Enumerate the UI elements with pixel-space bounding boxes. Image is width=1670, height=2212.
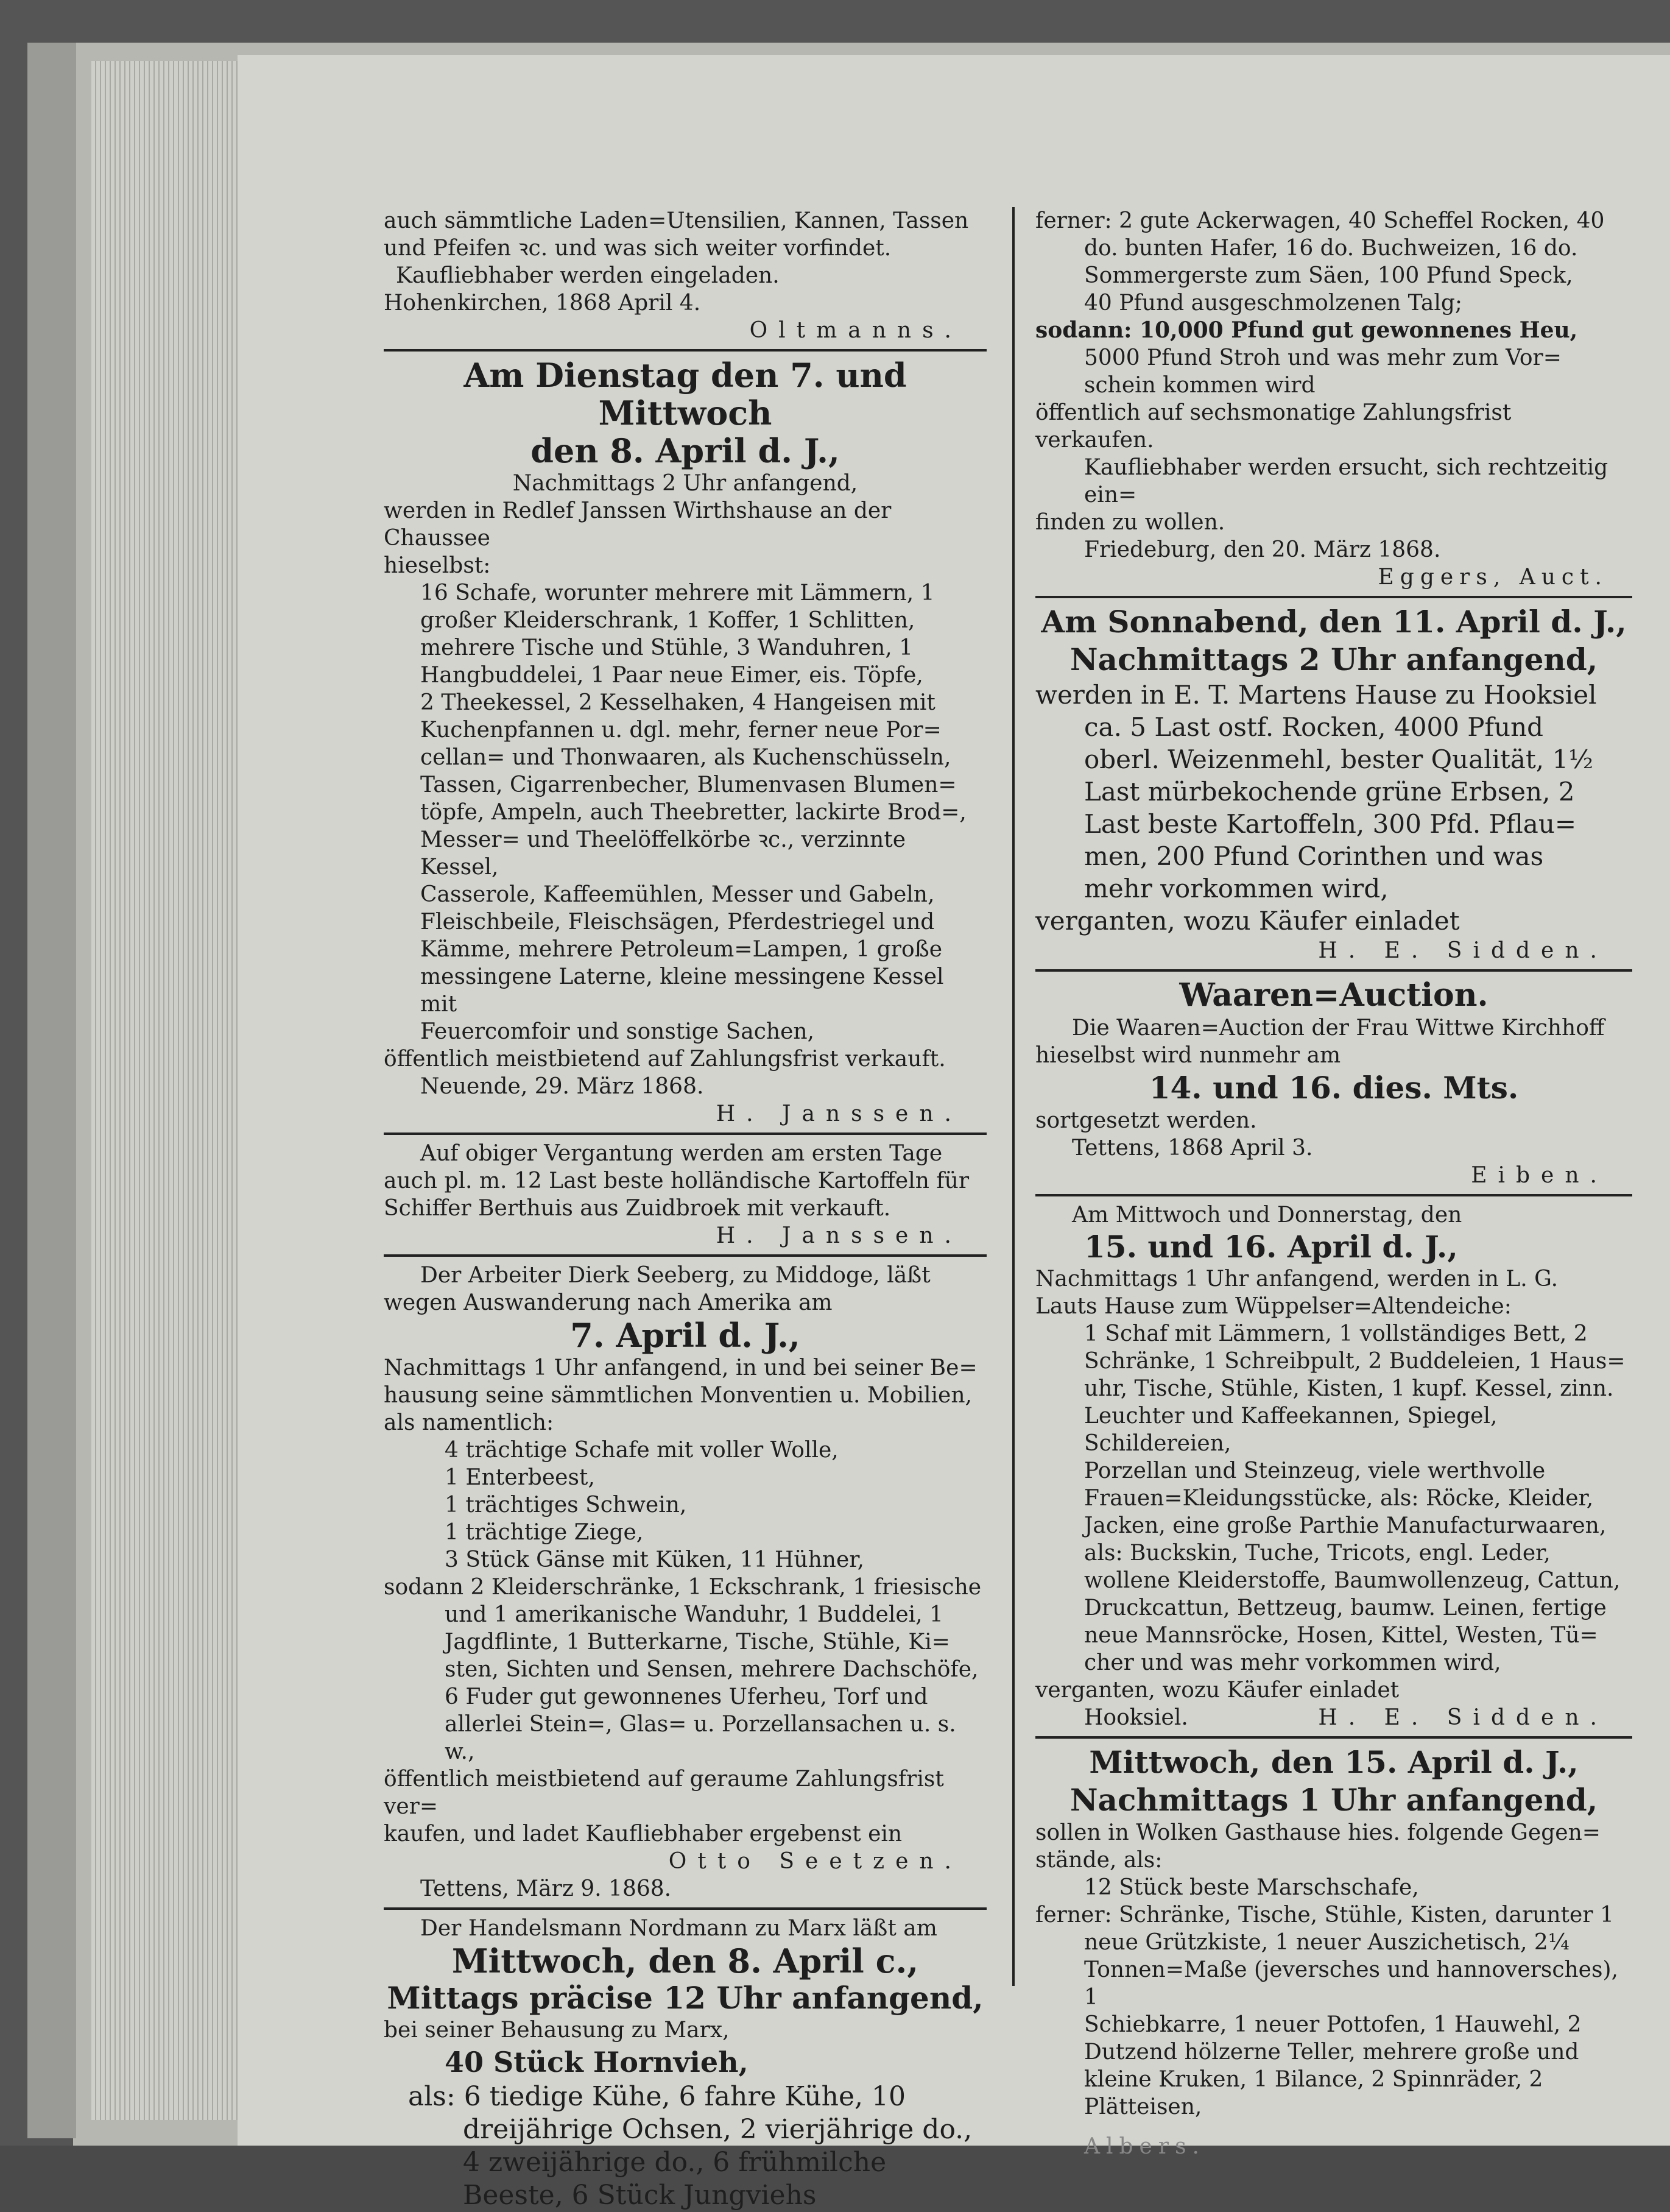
text-line: Leuchter und Kaffeekannen, Spiegel, Schildereien,	[1084, 1404, 1498, 1456]
signature: H. E. Sidden.	[1318, 938, 1608, 963]
text-line: Last mürbekochende grüne Erbsen, 2	[1084, 777, 1575, 807]
text-line: öffentlich meistbietend auf Zahlungsfrist verkauft.	[384, 1047, 946, 1072]
text-line: wegen Auswanderung nach Amerika am	[384, 1290, 833, 1315]
text-line: Nachmittags 1 Uhr anfangend, in und bei seiner Be=	[384, 1355, 978, 1380]
text-line: 6 Fuder gut gewonnenes Uferheu, Torf und	[445, 1684, 928, 1709]
list-item: 4 trächtige Schafe mit voller Wolle,	[445, 1438, 839, 1463]
text-line: 1 Schaf mit Lämmern, 1 vollständiges Bett, 2	[1084, 1321, 1588, 1346]
divider	[1035, 969, 1632, 972]
text-line: großer Kleiderschrank, 1 Koffer, 1 Schlitten,	[420, 608, 915, 633]
text-line: messingene Laterne, kleine messingene Kessel mit	[420, 964, 944, 1017]
text-line: do. bunten Hafer, 16 do. Buchweizen, 16 do.	[1084, 236, 1578, 261]
text-line: Schränke, 1 Schreibpult, 2 Buddeleien, 1 Haus=	[1084, 1349, 1626, 1374]
text-line: Der Handelsmann Nordmann zu Marx läßt am	[420, 1916, 937, 1941]
text-line: hieselbst wird nunmehr am	[1035, 1043, 1341, 1068]
text-line: uhr, Tische, Stühle, Kisten, 1 kupf. Kessel, zinn.	[1084, 1376, 1614, 1401]
list-item: 3 Stück Gänse mit Küken, 11 Hühner,	[445, 1547, 864, 1572]
page-stack-edges	[91, 61, 250, 2120]
text-line: Fleischbeile, Fleischsägen, Pferdestriegel und	[420, 910, 935, 935]
text-line: hausung seine sämmtlichen Monventien u. Mobilien,	[384, 1383, 972, 1408]
text-line: Kuchenpfannen u. dgl. mehr, ferner neue Por=	[420, 718, 942, 743]
divider	[384, 1254, 987, 1257]
text-line: als: 6 tiedige Kühe, 6 fahre Kühe, 10	[408, 2081, 906, 2112]
text-line: 16 Schafe, worunter mehrere mit Lämmern, 1	[420, 581, 935, 606]
divider	[1035, 1736, 1632, 1739]
text-line: 5000 Pfund Stroh und was mehr zum Vor=	[1084, 345, 1562, 370]
text-line: ca. 5 Last ostf. Rocken, 4000 Pfund	[1084, 712, 1544, 742]
ad-headline: Am Sonnabend, den 11. April d. J.,	[1041, 604, 1627, 640]
text-line: dreijährige Ochsen, 2 vierjährige do.,	[463, 2114, 973, 2145]
text-line: Schiffer Berthuis aus Zuidbroek mit verkauft.	[384, 1196, 891, 1221]
text-line: verganten, wozu Käufer einladet	[1035, 1678, 1400, 1703]
ad-kartoffeln	[384, 1140, 987, 1249]
ad-headline: 14. und 16. dies. Mts.	[1149, 1070, 1519, 1106]
column-divider	[1012, 207, 1015, 1986]
ad-headline: Nachmittags 2 Uhr anfangend,	[1069, 641, 1598, 677]
signature: H. E. Sidden.	[1318, 1705, 1608, 1730]
text-line: oberl. Weizenmehl, bester Qualität, 1½	[1084, 744, 1593, 774]
divider	[1035, 596, 1632, 598]
text-line: Druckcattun, Bettzeug, baumw. Leinen, fertige	[1084, 1595, 1607, 1620]
text-line: und Pfeifen ꝛc. und was sich weiter vorfindet.	[384, 236, 892, 261]
text-line: Frauen=Kleidungsstücke, als: Röcke, Kleider,	[1084, 1486, 1594, 1511]
text-line: mehrere Tische und Stühle, 3 Wanduhren, 1	[420, 635, 914, 660]
text-line: werden in Redlef Janssen Wirthshause an der Chaussee	[384, 498, 892, 551]
text-line: Auf obiger Vergantung werden am ersten Tage	[420, 1141, 943, 1166]
text-line: wollene Kleiderstoffe, Baumwollenzeug, Cattun,	[1084, 1568, 1621, 1593]
text-line: Casserole, Kaffeemühlen, Messer und Gabeln,	[420, 882, 935, 907]
text-line: cellan= und Thonwaaren, als Kuchenschüsseln,	[420, 745, 951, 770]
ad-nordmann	[384, 1915, 987, 2212]
faded-signature: Albers.	[1084, 2134, 1205, 2159]
signature-row	[1035, 1704, 1632, 1731]
text-line: Jacken, eine große Parthie Manufacturwaaren,	[1084, 1513, 1607, 1538]
text-line: Am Mittwoch und Donnerstag, den	[1072, 1203, 1462, 1228]
text-line: Schiebkarre, 1 neuer Pottofen, 1 Hauwehl, 2	[1084, 2012, 1582, 2037]
text-line: Last beste Kartoffeln, 300 Pfd. Pflau=	[1084, 809, 1577, 839]
text-line: Plätteisen,	[1084, 2094, 1202, 2119]
ad-headline: 40 Stück Hornvieh,	[445, 2046, 749, 2079]
text-line: men, 200 Pfund Corinthen und was	[1084, 841, 1544, 871]
signature: H. Janssen.	[716, 1223, 962, 1248]
text-line: öffentlich meistbietend auf geraume Zahlungsfrist ver=	[384, 1767, 944, 1819]
place-date: Tettens, 1868 April 3.	[1072, 1136, 1313, 1161]
text-line: verganten, wozu Käufer einladet	[1035, 906, 1460, 936]
text-line: Lauts Hause zum Wüppelser=Altendeiche:	[1035, 1294, 1512, 1319]
text-line: kaufen, und ladet Kaufliebhaber ergebenst ein	[384, 1822, 903, 1846]
text-line: und 1 amerikanische Wanduhr, 1 Buddelei, 1	[445, 1602, 943, 1627]
right-column	[1035, 207, 1632, 2160]
text-line: ferner: Schränke, Tische, Stühle, Kisten, darunter 1	[1035, 1903, 1614, 1928]
ad-headline: Am Dienstag den 7. und Mittwoch	[463, 356, 907, 433]
list-item: 1 trächtiges Schwein,	[445, 1493, 687, 1518]
text-line: schein kommen wird	[1084, 373, 1316, 398]
text-line: Hangbuddelei, 1 Paar neue Eimer, eis. Töpfe,	[420, 663, 923, 688]
text-line: Hohenkirchen, 1868 April 4.	[384, 291, 701, 316]
text-line: sollen in Wolken Gasthause hies. folgende Gegen=	[1035, 1820, 1601, 1845]
ad-headline: Waaren=Auction.	[1179, 977, 1489, 1014]
signature: Otto Seetzen.	[668, 1849, 962, 1874]
right-intro	[1035, 207, 1632, 591]
signature: Eiben.	[1471, 1163, 1608, 1188]
text-line: 2 Theekessel, 2 Kesselhaken, 4 Hangeisen mit	[420, 690, 935, 715]
text-line: ferner: 2 gute Ackerwagen, 40 Scheffel Rocken, 40	[1035, 208, 1605, 233]
ad-sonnabend	[1035, 603, 1632, 964]
left-column	[384, 207, 987, 2212]
text-line: allerlei Stein=, Glas= u. Porzellansachen u. s. w.,	[445, 1712, 956, 1764]
text-line: sodann 2 Kleiderschränke, 1 Eckschrank, 1 friesische	[384, 1575, 982, 1600]
ad-headline: 15. und 16. April d. J.,	[1084, 1229, 1458, 1265]
book-spine-speckle	[27, 43, 76, 2138]
text-line: als: Buckskin, Tuche, Tricots, engl. Leder,	[1084, 1541, 1551, 1566]
text-line: öffentlich auf sechsmonatige Zahlungsfrist verkaufen.	[1035, 400, 1512, 453]
ad-seeberg	[384, 1262, 987, 1903]
place-date: Tettens, März 9. 1868.	[420, 1876, 672, 1901]
divider	[384, 349, 987, 352]
text-line: Dutzend hölzerne Teller, mehrere große und	[1084, 2040, 1579, 2065]
ad-waaren-auction	[1035, 977, 1632, 1189]
text-line: finden zu wollen.	[1035, 510, 1225, 535]
text-line: Tassen, Cigarrenbecher, Blumenvasen Blumen=	[420, 772, 957, 797]
text-line: kleine Kruken, 1 Bilance, 2 Spinnräder, 2	[1084, 2067, 1543, 2092]
text-line: Tonnen=Maße (jeversches und hannoversches), 1	[1084, 1957, 1618, 2010]
text-line: Kämme, mehrere Petroleum=Lampen, 1 große	[420, 937, 943, 962]
text-line: Kaufliebhaber werden ersucht, sich rechtzeitig ein=	[1084, 455, 1608, 507]
text-line: Die Waaren=Auction der Frau Wittwe Kirchhoff	[1072, 1016, 1605, 1041]
ad-subheadline: Nachmittags 2 Uhr anfangend,	[512, 471, 858, 496]
text-line: sodann: 10,000 Pfund gut gewonnenes Heu,	[1035, 317, 1578, 343]
ad-headline: Nachmittags 1 Uhr anfangend,	[1069, 1782, 1598, 1818]
text-line: Der Arbeiter Dierk Seeberg, zu Middoge, läßt	[420, 1263, 931, 1288]
place: Hooksiel.	[1084, 1705, 1188, 1730]
text-line: Kaufliebhaber werden eingeladen.	[396, 263, 780, 288]
text-line: als namentlich:	[384, 1410, 554, 1435]
text-line: sten, Sichten und Sensen, mehrere Dachschöfe,	[445, 1657, 979, 1682]
text-line: cher und was mehr vorkommen wird,	[1084, 1650, 1501, 1675]
ad-headline: Mittwoch, den 8. April c.,	[451, 1942, 919, 1981]
divider	[1035, 1194, 1632, 1196]
ad-wolken	[1035, 1744, 1632, 2160]
text-line: auch pl. m. 12 Last beste holländische Kartoffeln für	[384, 1168, 970, 1193]
signature: H. Janssen.	[716, 1101, 962, 1126]
text-line: werden in E. T. Martens Hause zu Hooksiel	[1035, 680, 1597, 710]
text-line: neue Mannsröcke, Hosen, Kittel, Westen, Tü=	[1084, 1623, 1598, 1648]
signature: Oltmanns.	[749, 318, 962, 343]
text-line: mehr vorkommen wird,	[1084, 874, 1389, 903]
text-line: auch sämmtliche Laden=Utensilien, Kannen, Tassen	[384, 208, 969, 233]
divider	[384, 1133, 987, 1135]
list-item: 12 Stück beste Marschschafe,	[1084, 1875, 1419, 1900]
text-line: 4 zweijährige do., 6 frühmilche	[463, 2147, 887, 2178]
place-date: Neuende, 29. März 1868.	[420, 1074, 704, 1099]
text-line: bei seiner Behausung zu Marx,	[384, 2018, 730, 2043]
ad-headline: 7. April d. J.,	[570, 1316, 800, 1355]
text-line: Jagdflinte, 1 Butterkarne, Tische, Stühle, Ki=	[445, 1630, 950, 1655]
divider	[384, 1907, 987, 1910]
ad-dienstag	[384, 356, 987, 1128]
text-line: sortgesetzt werden.	[1035, 1108, 1257, 1133]
text-line: Feuercomfoir und sonstige Sachen,	[420, 1019, 814, 1044]
text-line: töpfe, Ampeln, auch Theebretter, lackirte Brod=,	[420, 800, 967, 825]
text-line: Messer= und Theelöffelkörbe ꝛc., verzinnte Kessel,	[420, 827, 906, 880]
list-item: 1 Enterbeest,	[445, 1465, 595, 1490]
text-line: 40 Pfund ausgeschmolzenen Talg;	[1084, 291, 1463, 316]
text-line: Nachmittags 1 Uhr anfangend, werden in L. G.	[1035, 1267, 1559, 1292]
place-date: Friedeburg, den 20. März 1868.	[1084, 537, 1441, 562]
text-line: hieselbst:	[384, 553, 491, 578]
signature: Eggers, Auct.	[1378, 565, 1608, 590]
ad-headline: Mittags präcise 12 Uhr anfangend,	[387, 1980, 984, 2016]
list-item: 1 trächtige Ziege,	[445, 1520, 644, 1545]
left-intro	[384, 207, 987, 344]
text-line: Sommergerste zum Säen, 100 Pfund Speck,	[1084, 263, 1573, 288]
text-line: Porzellan und Steinzeug, viele werthvolle	[1084, 1458, 1546, 1483]
ad-lauts	[1035, 1201, 1632, 1731]
text-line: neue Grützkiste, 1 neuer Auszichetisch, 2¼	[1084, 1930, 1570, 1955]
ad-headline: den 8. April d. J.,	[530, 431, 840, 470]
ad-headline: Mittwoch, den 15. April d. J.,	[1089, 1744, 1579, 1780]
text-line: stände, als:	[1035, 1848, 1163, 1873]
text-line: Beeste, 6 Stück Jungviehs	[463, 2180, 817, 2211]
